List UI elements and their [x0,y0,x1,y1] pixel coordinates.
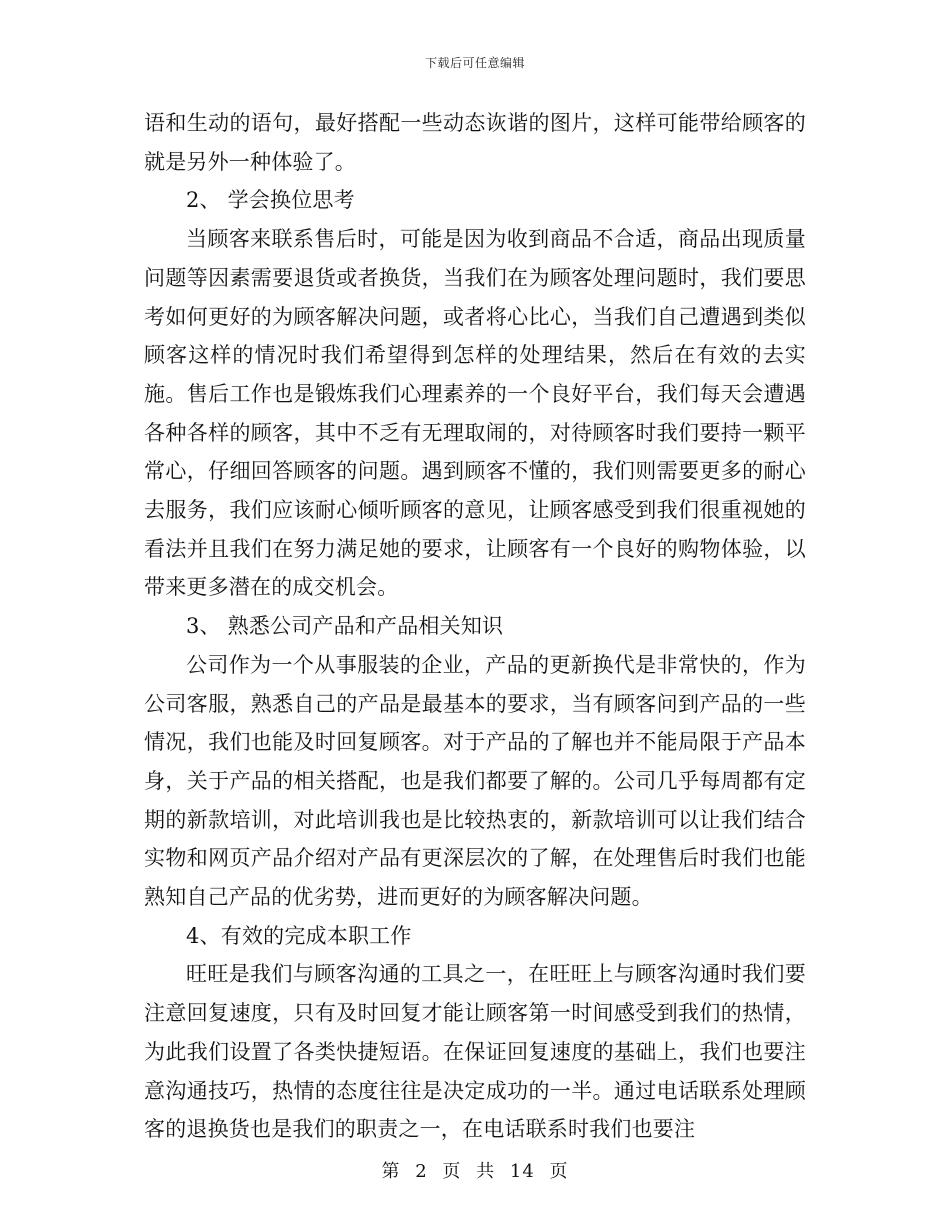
total-pages: 14 [509,1161,535,1182]
page-number: 2 [415,1161,428,1182]
paragraph-1: 语和生动的语句，最好搭配一些动态诙谐的图片，这样可能带给顾客的就是另外一种体验了。 [144,111,806,174]
paragraph-3: 公司作为一个从事服装的企业，产品的更新换代是非常快的，作为公司客服，熟悉自己的产品是最基本的要求，当有顾客问到产品的一些情况，我们也能及时回复顾客。对于产品的了解也并不能局限于产品本身，关于产品的相关搭配，也是我们都要了解的。公司几乎每周都有定期的新款培训，对此培训我也是比较热衷的，新款培训可以让我们结合实物和网页产品介绍对产品有更深层次的了解，在处理售后时我们也能熟知自己产品的优劣势，进而更好的为顾客解决问题。 [144,652,806,910]
paragraph-2: 当顾客来联系售后时，可能是因为收到商品不合适，商品出现质量问题等因素需要退货或者换货，当我们在为顾客处理问题时，我们要思考如何更好的为顾客解决问题，或者将心比心，当我们自己遭遇到类似顾客这样的情况时我们希望得到怎样的处理结果，然后在有效的去实施。售后工作也是锻炼我们心理素养的一个良好平台，我们每天会遭遇各种各样的顾客，其中不乏有无理取闹的，对待顾客时我们要持一颗平常心，仔细回答顾客的问题。遇到顾客不懂的，我们则需要更多的耐心去服务，我们应该耐心倾听顾客的意见，让顾客感受到我们很重视她的看法并且我们在努力满足她的要求，让顾客有一个良好的购物体验，以带来更多潜在的成交机会。 [144,227,806,600]
page-unit: 页 [442,1161,462,1182]
page-label: 第 [381,1161,401,1182]
section-heading-2: 2、 学会换位思考 [186,188,355,213]
document-body [144,104,806,1149]
total-unit: 页 [549,1161,569,1182]
paragraph-4: 旺旺是我们与顾客沟通的工具之一，在旺旺上与顾客沟通时我们要注意回复速度，只有及时回复才能让顾客第一时间感受到我们的热情，为此我们设置了各类快捷短语。在保证回复速度的基础上，我们也要注意沟通技巧，热情的态度往往是决定成功的一半。通过电话联系处理顾客的退换货也是我们的职责之一，在电话联系时我们也要注 [144,962,806,1142]
section-heading-3: 3、 熟悉公司产品和产品相关知识 [186,614,504,639]
page-header: 下载后可任意编辑 [424,56,525,70]
total-label: 共 [476,1161,496,1182]
page-footer [0,1157,950,1183]
section-heading-4: 4、有效的完成本职工作 [186,923,412,948]
